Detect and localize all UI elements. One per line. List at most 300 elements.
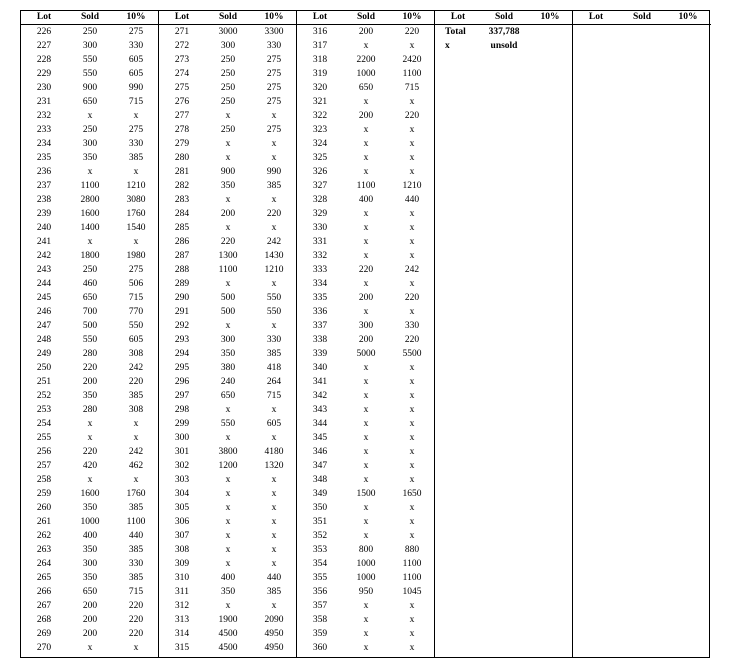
- premium-10pct: 385: [128, 545, 144, 555]
- lot-number: 331: [312, 237, 328, 247]
- lot-number: 314: [174, 629, 190, 639]
- premium-10pct: x: [409, 643, 415, 653]
- legend-row: [435, 39, 573, 53]
- sold-price: 300: [220, 335, 236, 345]
- sold-price: 300: [82, 559, 98, 569]
- lot-number: 337: [312, 321, 328, 331]
- sold-price: 400: [82, 531, 98, 541]
- premium-10pct: 330: [128, 139, 144, 149]
- premium-10pct: x: [409, 97, 415, 107]
- sold-price: 240: [220, 377, 236, 387]
- table-row: [297, 207, 435, 221]
- table-row: [159, 403, 297, 417]
- premium-10pct: 440: [128, 531, 144, 541]
- premium-10pct: x: [271, 405, 277, 415]
- sold-price: 1100: [356, 181, 376, 191]
- lot-number: 323: [312, 125, 328, 135]
- premium-10pct: x: [133, 167, 139, 177]
- sold-price: 5000: [356, 349, 376, 359]
- sold-price: 350: [82, 573, 98, 583]
- empty-block: [573, 11, 711, 657]
- sold-price: 200: [82, 615, 98, 625]
- premium-10pct: 880: [404, 545, 420, 555]
- sold-price: 1200: [218, 461, 238, 471]
- lot-number: 313: [174, 615, 190, 625]
- sold-price: 550: [82, 335, 98, 345]
- premium-10pct: 1540: [126, 223, 146, 233]
- sold-price: x: [225, 111, 231, 121]
- table-row: [297, 81, 435, 95]
- premium-10pct: x: [271, 139, 277, 149]
- header-row: [297, 11, 435, 25]
- table-row: [21, 235, 159, 249]
- lot-number: 354: [312, 559, 328, 569]
- sold-price: 1400: [80, 223, 100, 233]
- sold-price: x: [363, 363, 369, 373]
- sold-price: 200: [358, 111, 374, 121]
- sold-price: 350: [220, 181, 236, 191]
- lot-number: 226: [36, 27, 52, 37]
- lot-number: 242: [36, 251, 52, 261]
- lot-number: 267: [36, 601, 52, 611]
- lot-number: 241: [36, 237, 52, 247]
- lot-number: 257: [36, 461, 52, 471]
- sold-price: x: [363, 237, 369, 247]
- lot-number: 238: [36, 195, 52, 205]
- premium-10pct: x: [409, 433, 415, 443]
- premium-10pct: 715: [128, 293, 144, 303]
- table-row: [21, 347, 159, 361]
- lot-number: 299: [174, 419, 190, 429]
- sold-price: 350: [220, 349, 236, 359]
- sold-price: 2200: [356, 55, 376, 65]
- header-sold: Sold: [67, 11, 113, 25]
- table-row: [21, 641, 159, 655]
- table-row: [297, 361, 435, 375]
- table-row: [21, 543, 159, 557]
- lot-number: 230: [36, 83, 52, 93]
- premium-10pct: x: [409, 41, 415, 51]
- premium-10pct: x: [409, 125, 415, 135]
- lot-number: 251: [36, 377, 52, 387]
- table-row: [159, 319, 297, 333]
- lot-number: 359: [312, 629, 328, 639]
- lot-number: 285: [174, 223, 190, 233]
- header-sold: Sold: [205, 11, 251, 25]
- table-row: [297, 627, 435, 641]
- lot-number: 356: [312, 587, 328, 597]
- table-row: [297, 67, 435, 81]
- lot-number: 288: [174, 265, 190, 275]
- lot-number: 291: [174, 307, 190, 317]
- sold-price: x: [225, 489, 231, 499]
- lot-number: 318: [312, 55, 328, 65]
- lot-number: 236: [36, 167, 52, 177]
- premium-10pct: x: [271, 279, 277, 289]
- summary-table: [435, 11, 573, 53]
- table-row: [297, 305, 435, 319]
- sold-price: 300: [358, 321, 374, 331]
- sold-price: 650: [82, 97, 98, 107]
- premium-10pct: 264: [266, 377, 282, 387]
- premium-10pct: 770: [128, 307, 144, 317]
- table-row: [159, 627, 297, 641]
- premium-10pct: 440: [266, 573, 282, 583]
- table-row: [159, 53, 297, 67]
- sold-price: x: [225, 223, 231, 233]
- lot-number: 233: [36, 125, 52, 135]
- table-row: [297, 459, 435, 473]
- premium-10pct: 220: [404, 293, 420, 303]
- premium-10pct: x: [409, 237, 415, 247]
- table-row: [297, 585, 435, 599]
- premium-10pct: x: [271, 321, 277, 331]
- premium-10pct: 605: [128, 335, 144, 345]
- sold-price: x: [225, 405, 231, 415]
- sold-price: x: [363, 601, 369, 611]
- premium-10pct: x: [409, 391, 415, 401]
- premium-10pct: x: [409, 517, 415, 527]
- header-pct: 10%: [665, 11, 711, 25]
- premium-10pct: x: [409, 475, 415, 485]
- table-row: [159, 25, 297, 40]
- table-row: [21, 123, 159, 137]
- premium-10pct: 275: [266, 69, 282, 79]
- table-row: [21, 291, 159, 305]
- sold-price: x: [225, 153, 231, 163]
- table-row: [21, 599, 159, 613]
- sold-price: 220: [82, 363, 98, 373]
- sold-price: x: [225, 139, 231, 149]
- table-row: [297, 473, 435, 487]
- sold-price: x: [363, 419, 369, 429]
- lot-number: 261: [36, 517, 52, 527]
- premium-10pct: 330: [266, 41, 282, 51]
- table-row: [297, 417, 435, 431]
- table-row: [21, 221, 159, 235]
- premium-10pct: x: [409, 363, 415, 373]
- table-row: [159, 207, 297, 221]
- table-row: [21, 67, 159, 81]
- header-pct: 10%: [527, 11, 573, 25]
- sold-price: 200: [358, 27, 374, 37]
- lot-number: 335: [312, 293, 328, 303]
- lot-number: 255: [36, 433, 52, 443]
- lot-number: 239: [36, 209, 52, 219]
- table-row: [159, 165, 297, 179]
- sold-price: 1800: [80, 251, 100, 261]
- sold-price: 3800: [218, 447, 238, 457]
- lot-number: 281: [174, 167, 190, 177]
- table-row: [21, 361, 159, 375]
- premium-10pct: x: [271, 153, 277, 163]
- premium-10pct: 385: [266, 349, 282, 359]
- sold-price: x: [225, 475, 231, 485]
- lot-number: 338: [312, 335, 328, 345]
- table-row: [159, 375, 297, 389]
- sold-price: 300: [220, 41, 236, 51]
- table-row: [159, 235, 297, 249]
- lot-number: 355: [312, 573, 328, 583]
- lot-number: 276: [174, 97, 190, 107]
- lot-number: 341: [312, 377, 328, 387]
- table-row: [21, 417, 159, 431]
- premium-10pct: x: [271, 433, 277, 443]
- lot-number: 273: [174, 55, 190, 65]
- table-row: [297, 53, 435, 67]
- lot-number: 279: [174, 139, 190, 149]
- sold-price: x: [363, 531, 369, 541]
- sold-price: x: [363, 139, 369, 149]
- header-row: [159, 11, 297, 25]
- sold-price: 460: [82, 279, 98, 289]
- premium-10pct: 1760: [126, 489, 146, 499]
- sold-price: x: [225, 545, 231, 555]
- premium-10pct: 550: [266, 307, 282, 317]
- lot-number: 278: [174, 125, 190, 135]
- premium-10pct: x: [409, 377, 415, 387]
- sold-price: x: [225, 601, 231, 611]
- table-row: [159, 39, 297, 53]
- premium-10pct: 275: [266, 97, 282, 107]
- premium-10pct: x: [133, 475, 139, 485]
- sold-price: x: [87, 433, 93, 443]
- lot-number: 252: [36, 391, 52, 401]
- table-row: [159, 515, 297, 529]
- premium-10pct: x: [409, 153, 415, 163]
- sold-price: 3000: [218, 27, 238, 37]
- table-row: [159, 641, 297, 655]
- premium-10pct: 330: [128, 41, 144, 51]
- table-row: [21, 529, 159, 543]
- table-row: [297, 165, 435, 179]
- lot-number: 269: [36, 629, 52, 639]
- sold-price: 400: [358, 195, 374, 205]
- premium-10pct: 220: [404, 27, 420, 37]
- table-row: [21, 445, 159, 459]
- sold-price: 1000: [356, 573, 376, 583]
- premium-10pct: x: [133, 643, 139, 653]
- sold-price: x: [363, 279, 369, 289]
- sold-price: x: [225, 279, 231, 289]
- lot-number: 250: [36, 363, 52, 373]
- lot-number: 304: [174, 489, 190, 499]
- lot-number: 244: [36, 279, 52, 289]
- table-row: [21, 515, 159, 529]
- sold-price: 250: [82, 125, 98, 135]
- lot-number: 298: [174, 405, 190, 415]
- sold-price: 200: [82, 377, 98, 387]
- lot-number: 297: [174, 391, 190, 401]
- lot-number: 277: [174, 111, 190, 121]
- table-row: [21, 81, 159, 95]
- sold-price: x: [225, 433, 231, 443]
- premium-10pct: 4950: [264, 629, 284, 639]
- total-label: Total: [445, 27, 466, 37]
- header-sold: Sold: [619, 11, 665, 25]
- sold-price: x: [363, 307, 369, 317]
- table-row: [21, 193, 159, 207]
- premium-10pct: 385: [128, 391, 144, 401]
- table-row: [21, 263, 159, 277]
- lot-number: 306: [174, 517, 190, 527]
- sold-price: 1100: [218, 265, 238, 275]
- sold-price: 950: [358, 587, 374, 597]
- premium-10pct: 242: [128, 447, 144, 457]
- table-row: [297, 235, 435, 249]
- premium-10pct: 715: [266, 391, 282, 401]
- table-row: [159, 557, 297, 571]
- lot-number: 322: [312, 111, 328, 121]
- table-row: [159, 613, 297, 627]
- lot-number: 347: [312, 461, 328, 471]
- lot-number: 300: [174, 433, 190, 443]
- sold-price: 1000: [356, 69, 376, 79]
- lot-table-1: [21, 11, 159, 655]
- premium-10pct: 308: [128, 349, 144, 359]
- sold-price: 350: [82, 153, 98, 163]
- lot-number: 294: [174, 349, 190, 359]
- premium-10pct: x: [271, 503, 277, 513]
- table-row: [159, 487, 297, 501]
- table-row: [159, 263, 297, 277]
- premium-10pct: 1980: [126, 251, 146, 261]
- premium-10pct: x: [271, 111, 277, 121]
- premium-10pct: 242: [128, 363, 144, 373]
- premium-10pct: 4950: [264, 643, 284, 653]
- table-row: [159, 277, 297, 291]
- table-row: [21, 333, 159, 347]
- lot-number: 344: [312, 419, 328, 429]
- lot-number: 303: [174, 475, 190, 485]
- sold-price: 250: [220, 69, 236, 79]
- lot-number: 232: [36, 111, 52, 121]
- table-row: [297, 613, 435, 627]
- table-row: [297, 347, 435, 361]
- premium-10pct: 1045: [402, 587, 422, 597]
- table-row: [159, 585, 297, 599]
- lot-number: 295: [174, 363, 190, 373]
- premium-10pct: 605: [128, 55, 144, 65]
- lot-number: 260: [36, 503, 52, 513]
- sold-price: x: [87, 643, 93, 653]
- sold-price: x: [363, 125, 369, 135]
- lot-number: 275: [174, 83, 190, 93]
- table-row: [297, 249, 435, 263]
- sold-price: x: [225, 503, 231, 513]
- premium-10pct: x: [133, 419, 139, 429]
- header-pct: 10%: [389, 11, 435, 25]
- premium-10pct: 385: [128, 503, 144, 513]
- header-sold: Sold: [343, 11, 389, 25]
- lot-number: 254: [36, 419, 52, 429]
- table-row: [159, 291, 297, 305]
- lot-number: 263: [36, 545, 52, 555]
- premium-10pct: 1320: [264, 461, 284, 471]
- lot-number: 283: [174, 195, 190, 205]
- premium-10pct: x: [271, 601, 277, 611]
- lot-number: 248: [36, 335, 52, 345]
- lot-number: 272: [174, 41, 190, 51]
- table-row: [297, 557, 435, 571]
- premium-10pct: x: [133, 433, 139, 443]
- sold-price: 4500: [218, 629, 238, 639]
- sold-price: 200: [358, 335, 374, 345]
- table-row: [297, 277, 435, 291]
- lot-number: 266: [36, 587, 52, 597]
- sold-price: x: [225, 195, 231, 205]
- empty-table: [573, 11, 711, 25]
- table-row: [159, 445, 297, 459]
- lot-number: 345: [312, 433, 328, 443]
- sold-price: x: [363, 251, 369, 261]
- premium-10pct: 2420: [402, 55, 422, 65]
- sold-price: x: [363, 167, 369, 177]
- premium-10pct: x: [271, 545, 277, 555]
- table-row: [21, 389, 159, 403]
- table-row: [21, 109, 159, 123]
- premium-10pct: 1100: [402, 69, 422, 79]
- premium-10pct: x: [271, 195, 277, 205]
- sold-price: 420: [82, 461, 98, 471]
- premium-10pct: 275: [128, 27, 144, 37]
- premium-10pct: 4180: [264, 447, 284, 457]
- lot-number: 317: [312, 41, 328, 51]
- premium-10pct: 385: [128, 573, 144, 583]
- lot-number: 324: [312, 139, 328, 149]
- sold-price: x: [363, 377, 369, 387]
- lot-number: 274: [174, 69, 190, 79]
- sold-price: 1500: [356, 489, 376, 499]
- sold-price: 200: [82, 629, 98, 639]
- lot-number: 262: [36, 531, 52, 541]
- premium-10pct: x: [409, 531, 415, 541]
- lot-number: 284: [174, 209, 190, 219]
- sold-price: 280: [82, 349, 98, 359]
- lot-number: 358: [312, 615, 328, 625]
- table-row: [159, 123, 297, 137]
- lot-number: 247: [36, 321, 52, 331]
- table-row: [159, 389, 297, 403]
- sold-price: x: [363, 517, 369, 527]
- sold-price: x: [363, 447, 369, 457]
- sold-price: 1900: [218, 615, 238, 625]
- sold-price: 220: [358, 265, 374, 275]
- lot-number: 246: [36, 307, 52, 317]
- premium-10pct: 5500: [402, 349, 422, 359]
- table-row: [21, 557, 159, 571]
- sold-price: 550: [82, 55, 98, 65]
- lot-number: 333: [312, 265, 328, 275]
- premium-10pct: x: [409, 629, 415, 639]
- premium-10pct: x: [409, 615, 415, 625]
- premium-10pct: 275: [266, 55, 282, 65]
- table-row: [159, 361, 297, 375]
- lot-number: 287: [174, 251, 190, 261]
- table-row: [297, 333, 435, 347]
- lot-number: 310: [174, 573, 190, 583]
- sold-price: 200: [220, 209, 236, 219]
- sold-price: 500: [220, 293, 236, 303]
- sold-price: 1300: [218, 251, 238, 261]
- premium-10pct: 275: [266, 125, 282, 135]
- premium-10pct: x: [409, 167, 415, 177]
- table-row: [159, 221, 297, 235]
- sold-price: 300: [82, 139, 98, 149]
- sold-price: 350: [82, 545, 98, 555]
- table-row: [297, 389, 435, 403]
- lot-block-3: [297, 11, 435, 657]
